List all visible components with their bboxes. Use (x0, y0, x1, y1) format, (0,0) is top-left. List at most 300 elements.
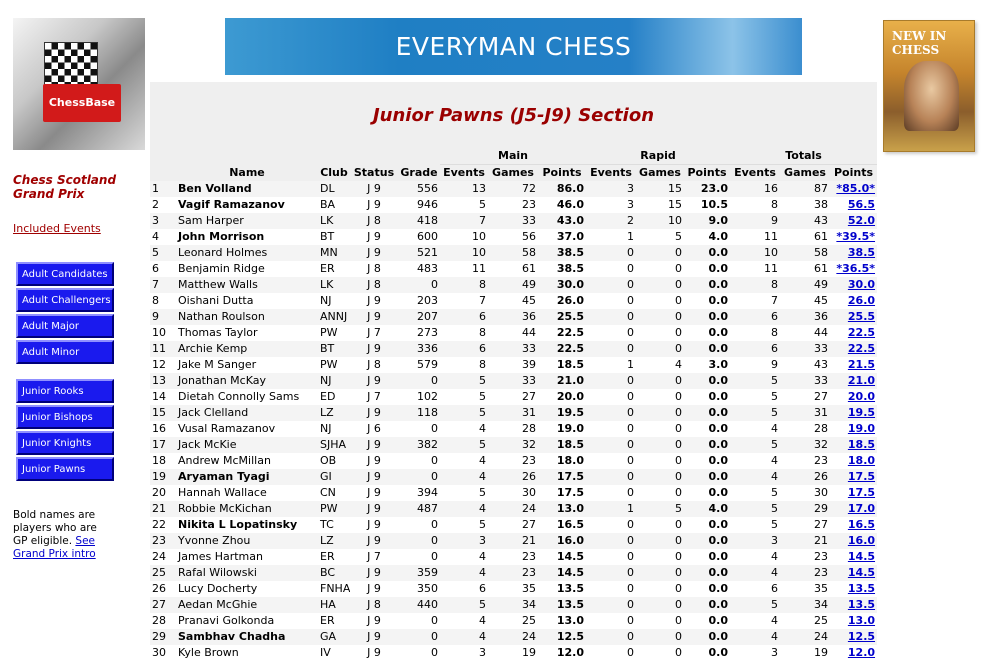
rank-cell: 12 (150, 357, 176, 373)
total-points-link[interactable]: 14.5 (847, 550, 876, 563)
chessbase-logo-label: ChessBase (43, 84, 121, 122)
grade-cell: 418 (398, 213, 440, 229)
main-events-cell: 4 (440, 469, 488, 485)
club-cell: CN (318, 485, 350, 501)
total-points-link[interactable]: 21.0 (847, 374, 876, 387)
club-cell: ER (318, 613, 350, 629)
rapid-games-cell: 0 (636, 453, 684, 469)
player-name: Benjamin Ridge (176, 261, 318, 277)
new-in-chess-cover[interactable] (883, 20, 975, 152)
player-name: Vusal Ramazanov (176, 421, 318, 437)
included-events-link[interactable]: Included Events (13, 222, 101, 235)
total-games-cell: 35 (780, 581, 830, 597)
table-row (150, 453, 877, 469)
col-total-events: Events (730, 165, 780, 182)
total-points-link[interactable]: 19.0 (847, 422, 876, 435)
total-points-cell (830, 277, 877, 293)
total-points-link[interactable]: 20.0 (847, 390, 876, 403)
rapid-points-cell: 4.0 (684, 501, 730, 517)
main-games-cell: 33 (488, 213, 538, 229)
player-name: Hannah Wallace (176, 485, 318, 501)
player-name: Jake M Sanger (176, 357, 318, 373)
total-games-cell: 27 (780, 389, 830, 405)
total-points-cell (830, 469, 877, 485)
table-row (150, 197, 877, 213)
rapid-games-cell: 0 (636, 389, 684, 405)
rapid-games-cell: 5 (636, 501, 684, 517)
rapid-points-cell: 0.0 (684, 373, 730, 389)
nav-adult-candidates[interactable]: Adult Candidates (16, 262, 114, 286)
total-points-link[interactable]: 18.5 (847, 438, 876, 451)
total-points-link[interactable]: *85.0* (836, 182, 876, 195)
status-cell: J 9 (350, 437, 398, 453)
rapid-points-cell: 0.0 (684, 389, 730, 405)
rank-cell: 13 (150, 373, 176, 389)
table-row (150, 261, 877, 277)
main-points-cell: 17.5 (538, 485, 586, 501)
rapid-events-cell: 0 (586, 341, 636, 357)
main-points-cell: 13.0 (538, 613, 586, 629)
main-points-cell: 16.5 (538, 517, 586, 533)
total-games-cell: 31 (780, 405, 830, 421)
nav-adult-major[interactable]: Adult Major (16, 314, 114, 338)
rapid-games-cell: 0 (636, 293, 684, 309)
rapid-points-cell: 0.0 (684, 277, 730, 293)
main-games-cell: 49 (488, 277, 538, 293)
total-points-link[interactable]: 18.0 (847, 454, 876, 467)
table-row (150, 517, 877, 533)
club-cell: LK (318, 213, 350, 229)
rapid-points-cell: 0.0 (684, 437, 730, 453)
grade-cell: 946 (398, 197, 440, 213)
total-events-cell: 5 (730, 485, 780, 501)
club-cell: ER (318, 549, 350, 565)
total-points-link[interactable]: 38.5 (847, 246, 876, 259)
player-name: Matthew Walls (176, 277, 318, 293)
total-points-link[interactable]: 52.0 (847, 214, 876, 227)
total-points-cell (830, 309, 877, 325)
total-points-link[interactable]: 14.5 (847, 566, 876, 579)
rapid-events-cell: 1 (586, 357, 636, 373)
rapid-points-cell: 0.0 (684, 341, 730, 357)
total-points-link[interactable]: 13.5 (847, 598, 876, 611)
main-points-cell: 37.0 (538, 229, 586, 245)
rapid-points-cell: 0.0 (684, 517, 730, 533)
grade-cell: 0 (398, 645, 440, 661)
table-row (150, 629, 877, 645)
banner-text: EVERYMAN CHESS (395, 32, 632, 61)
player-name: Rafal Wilowski (176, 565, 318, 581)
total-games-cell: 36 (780, 309, 830, 325)
total-events-cell: 3 (730, 645, 780, 661)
main-events-cell: 5 (440, 517, 488, 533)
main-points-cell: 13.0 (538, 501, 586, 517)
main-points-cell: 18.5 (538, 357, 586, 373)
status-cell: J 9 (350, 453, 398, 469)
status-cell: J 8 (350, 213, 398, 229)
total-events-cell: 4 (730, 629, 780, 645)
club-cell: BC (318, 565, 350, 581)
status-cell: J 9 (350, 197, 398, 213)
total-games-cell: 33 (780, 341, 830, 357)
player-name: Andrew McMillan (176, 453, 318, 469)
main-points-cell: 26.0 (538, 293, 586, 309)
main-games-cell: 27 (488, 517, 538, 533)
main-points-cell: 21.0 (538, 373, 586, 389)
total-points-link[interactable]: 30.0 (847, 278, 876, 291)
main-points-cell: 19.0 (538, 421, 586, 437)
club-cell: NJ (318, 293, 350, 309)
total-games-cell: 34 (780, 597, 830, 613)
main-games-cell: 33 (488, 341, 538, 357)
main-points-cell: 16.0 (538, 533, 586, 549)
total-points-link[interactable]: 22.5 (847, 342, 876, 355)
player-name: Oishani Dutta (176, 293, 318, 309)
main-games-cell: 30 (488, 485, 538, 501)
total-points-link[interactable]: 25.5 (847, 310, 876, 323)
status-cell: J 7 (350, 549, 398, 565)
main-events-cell: 4 (440, 453, 488, 469)
grade-cell: 0 (398, 453, 440, 469)
total-points-link[interactable]: 17.5 (847, 470, 876, 483)
total-events-cell: 5 (730, 597, 780, 613)
grade-cell: 382 (398, 437, 440, 453)
table-row (150, 565, 877, 581)
table-row (150, 309, 877, 325)
main-events-cell: 7 (440, 293, 488, 309)
main-games-cell: 56 (488, 229, 538, 245)
total-games-cell: 38 (780, 197, 830, 213)
rapid-events-cell: 0 (586, 277, 636, 293)
total-games-cell: 45 (780, 293, 830, 309)
total-events-cell: 5 (730, 437, 780, 453)
main-points-cell: 38.5 (538, 245, 586, 261)
status-cell: J 9 (350, 293, 398, 309)
status-cell: J 9 (350, 629, 398, 645)
main-games-cell: 24 (488, 501, 538, 517)
total-points-cell (830, 357, 877, 373)
player-name: Aryaman Tyagi (176, 469, 318, 485)
total-points-link[interactable]: 56.5 (847, 198, 876, 211)
rapid-games-cell: 0 (636, 421, 684, 437)
rapid-games-cell: 0 (636, 517, 684, 533)
rank-cell: 29 (150, 629, 176, 645)
nav-adult-minor[interactable]: Adult Minor (16, 340, 114, 364)
rapid-events-cell: 0 (586, 437, 636, 453)
total-points-link[interactable]: 13.0 (847, 614, 876, 627)
total-games-cell: 29 (780, 501, 830, 517)
club-cell: NJ (318, 373, 350, 389)
rapid-points-cell: 0.0 (684, 629, 730, 645)
grade-cell: 0 (398, 549, 440, 565)
rapid-events-cell: 3 (586, 181, 636, 197)
rapid-points-cell: 0.0 (684, 245, 730, 261)
main-events-cell: 8 (440, 357, 488, 373)
grand-prix-intro-link[interactable]: See Grand Prix intro (13, 535, 96, 560)
status-cell: J 9 (350, 405, 398, 421)
player-name: Lucy Docherty (176, 581, 318, 597)
club-cell: ER (318, 261, 350, 277)
total-points-cell (830, 197, 877, 213)
club-cell: PW (318, 357, 350, 373)
rank-cell: 21 (150, 501, 176, 517)
nav-junior-bishops[interactable]: Junior Bishops (16, 405, 114, 429)
main-games-cell: 21 (488, 533, 538, 549)
total-points-cell (830, 421, 877, 437)
main-events-cell: 4 (440, 549, 488, 565)
main-events-cell: 13 (440, 181, 488, 197)
club-cell: LZ (318, 533, 350, 549)
main-points-cell: 19.5 (538, 405, 586, 421)
total-points-link[interactable]: 19.5 (847, 406, 876, 419)
club-cell: BT (318, 341, 350, 357)
main-points-cell: 12.0 (538, 645, 586, 661)
main-games-cell: 35 (488, 581, 538, 597)
rapid-games-cell: 0 (636, 437, 684, 453)
total-points-link[interactable]: 16.5 (847, 518, 876, 531)
total-points-cell (830, 549, 877, 565)
club-cell: IV (318, 645, 350, 661)
status-cell: J 9 (350, 373, 398, 389)
total-points-cell (830, 341, 877, 357)
main-games-cell: 23 (488, 565, 538, 581)
total-points-link[interactable]: 17.5 (847, 486, 876, 499)
section-title: Junior Pawns (J5-J9) Section (372, 104, 655, 126)
player-name: Sam Harper (176, 213, 318, 229)
main-points-cell: 30.0 (538, 277, 586, 293)
column-header-row (150, 165, 877, 182)
nav-junior-pawns[interactable]: Junior Pawns (16, 457, 114, 481)
main-games-cell: 25 (488, 613, 538, 629)
status-cell: J 9 (350, 517, 398, 533)
total-events-cell: 5 (730, 501, 780, 517)
status-cell: J 8 (350, 597, 398, 613)
table-row (150, 341, 877, 357)
table-row (150, 373, 877, 389)
total-points-cell (830, 453, 877, 469)
rank-cell: 1 (150, 181, 176, 197)
grade-cell: 0 (398, 469, 440, 485)
main-points-cell: 12.5 (538, 629, 586, 645)
total-points-link[interactable]: 12.5 (847, 630, 876, 643)
main-events-cell: 8 (440, 325, 488, 341)
rapid-games-cell: 0 (636, 613, 684, 629)
main-events-cell: 5 (440, 373, 488, 389)
rank-cell: 3 (150, 213, 176, 229)
total-games-cell: 19 (780, 645, 830, 661)
total-games-cell: 49 (780, 277, 830, 293)
status-cell: J 6 (350, 421, 398, 437)
total-points-link[interactable]: 13.5 (847, 582, 876, 595)
main-games-cell: 32 (488, 437, 538, 453)
main-events-cell: 4 (440, 565, 488, 581)
rapid-games-cell: 0 (636, 597, 684, 613)
status-cell: J 9 (350, 485, 398, 501)
total-points-link[interactable]: 12.0 (847, 646, 876, 659)
rapid-games-cell: 0 (636, 549, 684, 565)
status-cell: J 9 (350, 229, 398, 245)
grade-cell: 102 (398, 389, 440, 405)
total-games-cell: 44 (780, 325, 830, 341)
rank-cell: 8 (150, 293, 176, 309)
total-points-link[interactable]: 26.0 (847, 294, 876, 307)
status-cell: J 9 (350, 613, 398, 629)
rapid-games-cell: 0 (636, 309, 684, 325)
grade-cell: 0 (398, 421, 440, 437)
club-cell: PW (318, 501, 350, 517)
rank-cell: 11 (150, 341, 176, 357)
total-points-cell (830, 213, 877, 229)
nav-junior-knights[interactable]: Junior Knights (16, 431, 114, 455)
everyman-chess-banner[interactable] (225, 18, 802, 75)
main-games-cell: 58 (488, 245, 538, 261)
eligibility-note-text: Bold names are players who are GP eligible. (13, 509, 97, 547)
player-name: Pranavi Golkonda (176, 613, 318, 629)
rapid-points-cell: 0.0 (684, 325, 730, 341)
table-row (150, 181, 877, 197)
total-games-cell: 33 (780, 373, 830, 389)
total-games-cell: 28 (780, 421, 830, 437)
rapid-events-cell: 0 (586, 245, 636, 261)
col-status: Status (350, 165, 398, 182)
rapid-events-cell: 0 (586, 613, 636, 629)
grade-cell: 336 (398, 341, 440, 357)
col-rapid-points: Points (684, 165, 730, 182)
table-row (150, 357, 877, 373)
rapid-events-cell: 0 (586, 293, 636, 309)
table-row (150, 229, 877, 245)
rank-cell: 30 (150, 645, 176, 661)
rapid-events-cell: 0 (586, 469, 636, 485)
table-row (150, 405, 877, 421)
rapid-points-cell: 0.0 (684, 613, 730, 629)
status-cell: J 7 (350, 325, 398, 341)
main-games-cell: 19 (488, 645, 538, 661)
new-in-chess-title: NEW IN CHESS (892, 29, 947, 57)
main-games-cell: 23 (488, 453, 538, 469)
total-points-link[interactable]: 16.0 (847, 534, 876, 547)
main-events-cell: 6 (440, 309, 488, 325)
total-events-cell: 6 (730, 341, 780, 357)
main-events-cell: 10 (440, 229, 488, 245)
total-points-cell (830, 245, 877, 261)
rapid-points-cell: 0.0 (684, 581, 730, 597)
main-games-cell: 39 (488, 357, 538, 373)
total-points-cell (830, 565, 877, 581)
total-points-cell (830, 645, 877, 661)
rapid-events-cell: 0 (586, 517, 636, 533)
col-total-points: Points (830, 165, 877, 182)
rapid-games-cell: 0 (636, 277, 684, 293)
total-games-cell: 58 (780, 245, 830, 261)
col-total-games: Games (780, 165, 830, 182)
player-name: Sambhav Chadha (176, 629, 318, 645)
total-events-cell: 5 (730, 373, 780, 389)
rank-cell: 24 (150, 549, 176, 565)
total-points-cell (830, 405, 877, 421)
main-points-cell: 20.0 (538, 389, 586, 405)
total-points-cell (830, 533, 877, 549)
total-events-cell: 6 (730, 309, 780, 325)
col-grade: Grade (398, 165, 440, 182)
total-points-link[interactable]: 17.0 (847, 502, 876, 515)
rapid-games-cell: 0 (636, 373, 684, 389)
main-points-cell: 86.0 (538, 181, 586, 197)
rank-cell: 15 (150, 405, 176, 421)
main-events-cell: 3 (440, 645, 488, 661)
table-row (150, 501, 877, 517)
rapid-points-cell: 0.0 (684, 453, 730, 469)
rapid-events-cell: 0 (586, 581, 636, 597)
rank-cell: 28 (150, 613, 176, 629)
rapid-points-cell: 3.0 (684, 357, 730, 373)
club-cell: BT (318, 229, 350, 245)
group-totals: Totals (730, 148, 877, 165)
table-row (150, 613, 877, 629)
main-points-cell: 18.0 (538, 453, 586, 469)
rapid-events-cell: 0 (586, 533, 636, 549)
main-games-cell: 34 (488, 597, 538, 613)
table-row (150, 485, 877, 501)
main-games-cell: 33 (488, 373, 538, 389)
player-name: James Hartman (176, 549, 318, 565)
main-events-cell: 6 (440, 341, 488, 357)
main-games-cell: 72 (488, 181, 538, 197)
main-events-cell: 3 (440, 533, 488, 549)
total-points-link[interactable]: 21.5 (847, 358, 876, 371)
rapid-games-cell: 10 (636, 213, 684, 229)
club-cell: GI (318, 469, 350, 485)
rapid-events-cell: 0 (586, 373, 636, 389)
total-events-cell: 8 (730, 325, 780, 341)
rank-cell: 14 (150, 389, 176, 405)
main-games-cell: 24 (488, 629, 538, 645)
main-points-cell: 14.5 (538, 549, 586, 565)
rapid-games-cell: 0 (636, 645, 684, 661)
total-points-link[interactable]: *39.5* (836, 230, 876, 243)
player-name: Kyle Brown (176, 645, 318, 661)
grade-cell: 203 (398, 293, 440, 309)
player-name: Nathan Roulson (176, 309, 318, 325)
rapid-points-cell: 0.0 (684, 309, 730, 325)
grade-cell: 118 (398, 405, 440, 421)
rank-cell: 16 (150, 421, 176, 437)
rapid-events-cell: 1 (586, 229, 636, 245)
status-cell: J 9 (350, 469, 398, 485)
total-points-cell (830, 437, 877, 453)
rank-cell: 7 (150, 277, 176, 293)
sidebar-title: Chess Scotland Grand Prix (13, 173, 117, 201)
total-points-link[interactable]: 22.5 (847, 326, 876, 339)
grade-cell: 0 (398, 533, 440, 549)
rapid-points-cell: 0.0 (684, 597, 730, 613)
rank-cell: 25 (150, 565, 176, 581)
rapid-events-cell: 0 (586, 629, 636, 645)
nav-adult-challengers[interactable]: Adult Challengers (16, 288, 114, 312)
rapid-games-cell: 0 (636, 485, 684, 501)
rapid-games-cell: 0 (636, 533, 684, 549)
nav-junior-rooks[interactable]: Junior Rooks (16, 379, 114, 403)
club-cell: MN (318, 245, 350, 261)
player-name: Yvonne Zhou (176, 533, 318, 549)
rank-cell: 9 (150, 309, 176, 325)
main-games-cell: 28 (488, 421, 538, 437)
grade-cell: 0 (398, 517, 440, 533)
rapid-events-cell: 0 (586, 549, 636, 565)
total-events-cell: 11 (730, 261, 780, 277)
total-points-link[interactable]: *36.5* (836, 262, 876, 275)
chessbase-logo[interactable] (13, 18, 145, 150)
